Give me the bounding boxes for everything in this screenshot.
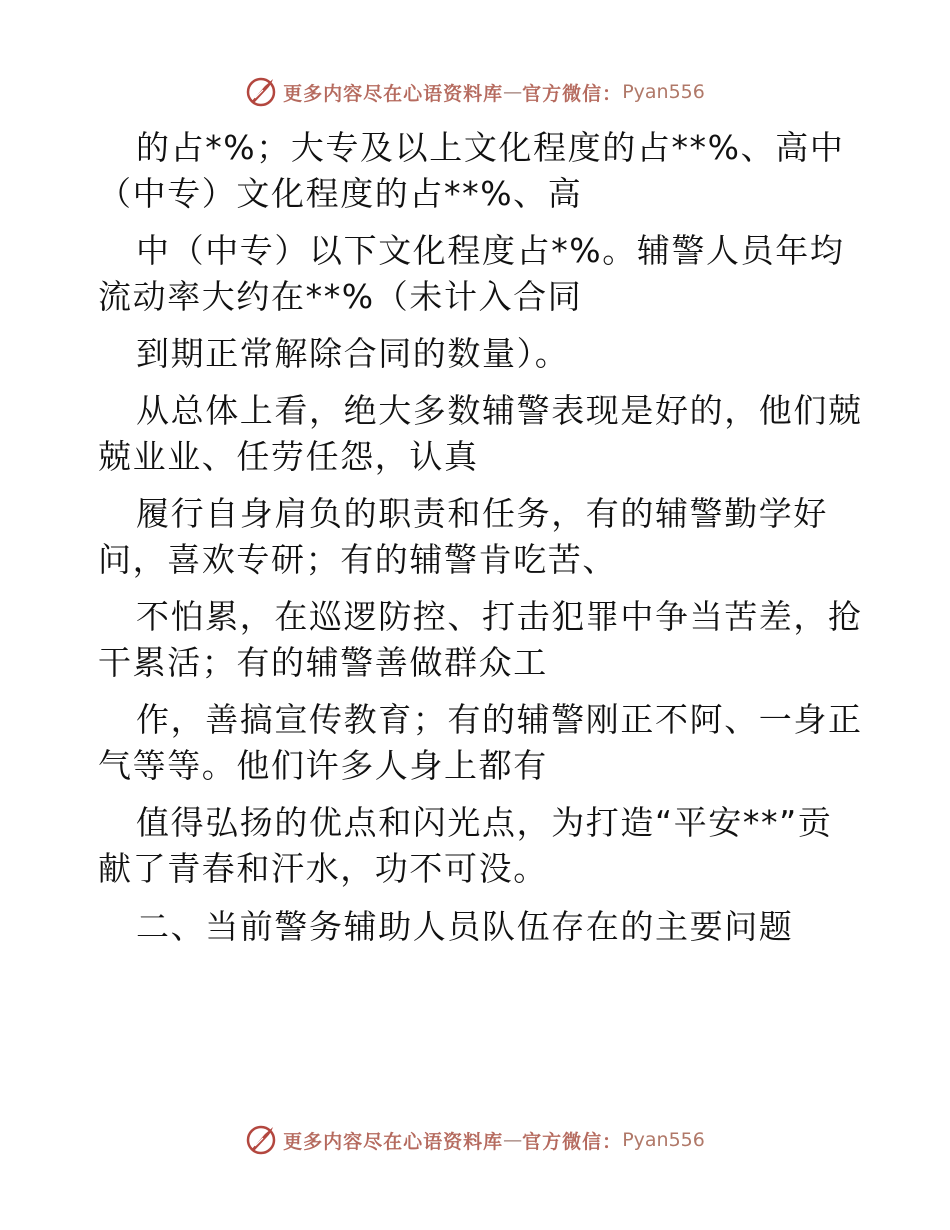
watermark-account-id: Pyan556 [622, 81, 705, 103]
body-line: 从总体上看，绝大多数辅警表现是好的，他们兢 [136, 391, 863, 430]
watermark-account-label: 官方微信： [522, 82, 623, 105]
section-heading: 二、当前警务辅助人员队伍存在的主要问题 [136, 907, 794, 946]
header-watermark [0, 72, 950, 112]
body-line: 值得弘扬的优点和闪光点，为打造“平安**”贡 [136, 803, 833, 842]
body-line: 干累活；有的辅警善做群众工 [98, 643, 548, 682]
watermark-account-label: 官方微信： [522, 1130, 623, 1153]
watermark-text: 更多内容尽在心语资料库 [283, 1130, 504, 1153]
feather-pen-circle-logo-icon [245, 1124, 277, 1156]
body-line: 气等等。他们许多人身上都有 [98, 746, 548, 785]
footer-watermark [0, 1120, 950, 1160]
body-line: 问，喜欢专研；有的辅警肯吃苦、 [98, 540, 617, 579]
feather-pen-circle-logo-icon [245, 76, 277, 108]
document-body [98, 125, 863, 950]
watermark-account-id: Pyan556 [622, 1129, 705, 1151]
body-line: 流动率大约在**%（未计入合同 [98, 277, 583, 316]
body-line: 兢业业、任劳任怨，认真 [98, 437, 479, 476]
watermark-separator: — [503, 81, 523, 103]
watermark-separator: — [503, 1129, 523, 1151]
body-line: 履行自身肩负的职责和任务，有的辅警勤学好 [136, 494, 828, 533]
body-line: 的占*%；大专及以上文化程度的占**%、高中 [136, 128, 845, 167]
body-line: （中专）文化程度的占**%、高 [98, 174, 583, 213]
body-line: 献了青春和汗水，功不可没。 [98, 849, 548, 888]
watermark-text: 更多内容尽在心语资料库 [283, 82, 504, 105]
body-line: 不怕累，在巡逻防控、打击犯罪中争当苦差，抢 [136, 597, 863, 636]
body-line: 到期正常解除合同的数量）。 [136, 334, 570, 373]
body-line: 中（中专）以下文化程度占*%。辅警人员年均 [136, 231, 845, 270]
body-line: 作，善搞宣传教育；有的辅警刚正不阿、一身正 [136, 700, 863, 739]
